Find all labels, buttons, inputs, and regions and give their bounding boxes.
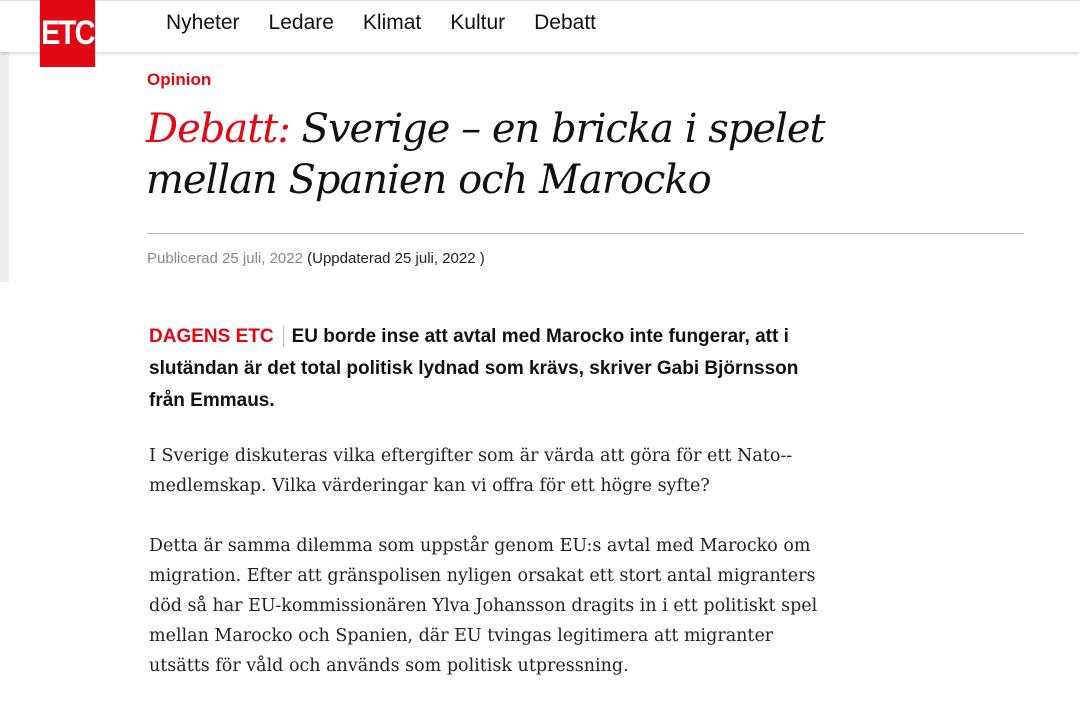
title-prefix: Debatt:	[146, 106, 290, 152]
publish-meta	[147, 250, 485, 267]
lede-text: EU borde inse att avtal med Marocko inte fungerar, att i slutändan är det total politisk lydnad som krävs, skriver Gabi Björnsson från Emmaus.	[149, 326, 799, 411]
lede-tag: DAGENS ETC	[149, 326, 284, 347]
article-title	[146, 104, 866, 206]
nav-item-debatt[interactable]: Debatt	[534, 11, 597, 34]
article-body	[149, 441, 819, 711]
title-text: Sverige – en bricka i spelet mellan Spanien och Marocko	[146, 106, 825, 203]
etc-logo[interactable]: ETC	[40, 0, 95, 67]
section-kicker[interactable]: Opinion	[147, 70, 212, 89]
main-nav	[166, 11, 596, 35]
updated-date: (Uppdaterad 25 juli, 2022 )	[307, 250, 485, 267]
paragraph: I Sverige diskuteras vilka eftergifter som är värda att göra för ett Nato--medlemskap. Vilka värderingar kan vi offra för ett högre syfte?	[149, 446, 793, 496]
article-lede	[149, 321, 809, 417]
page-margin	[0, 52, 9, 282]
nav-item-ledare[interactable]: Ledare	[268, 11, 334, 34]
published-date: Publicerad 25 juli, 2022	[147, 250, 303, 267]
nav-item-klimat[interactable]: Klimat	[362, 11, 422, 34]
divider	[147, 233, 1024, 234]
nav-item-nyheter[interactable]: Nyheter	[166, 11, 240, 34]
nav-item-kultur[interactable]: Kultur	[450, 11, 506, 34]
paragraph: Detta är samma dilemma som uppstår genom EU:s avtal med Marocko om migration. Efter att gränspolisen nyligen orsakat ett stort antal migranters död så har EU-kommissionären Ylva Johansson dragits in i ett politiskt spel mellan Marocko och Spanien, där EU tvingas legitimera att migranter utsätts för våld och används som politisk utpressning.	[149, 536, 818, 676]
